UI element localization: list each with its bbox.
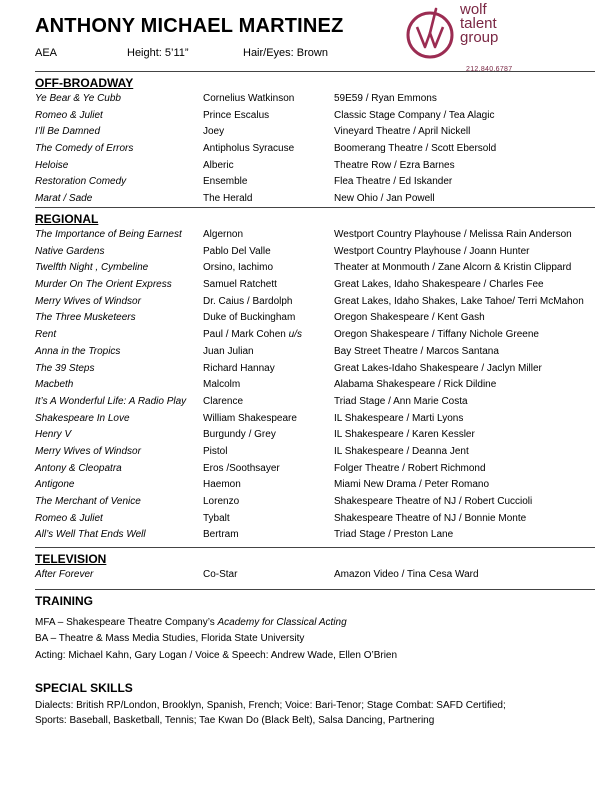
credit-company: Miami New Drama / Peter Romano bbox=[334, 479, 490, 491]
credit-role: Prince Escalus bbox=[203, 109, 270, 121]
credit-row bbox=[0, 494, 612, 511]
credit-row bbox=[0, 361, 612, 378]
credit-row bbox=[0, 124, 612, 141]
credit-title: Romeo & Juliet bbox=[35, 109, 103, 121]
credit-role: Dr. Caius / Bardolph bbox=[203, 295, 293, 307]
section-title-training: TRAINING bbox=[35, 594, 93, 608]
credit-title: Ye Bear & Ye Cubb bbox=[35, 93, 121, 104]
credit-company: Westport Country Playhouse / Joann Hunter bbox=[334, 245, 530, 257]
agency-name: wolf talent group bbox=[460, 1, 499, 46]
credit-title: The 39 Steps bbox=[35, 362, 95, 374]
regional-divider bbox=[35, 547, 595, 548]
credit-row bbox=[0, 344, 612, 361]
credit-row bbox=[0, 260, 612, 277]
credit-title: It’s A Wonderful Life: A Radio Play bbox=[35, 395, 187, 407]
credit-row bbox=[0, 108, 612, 125]
credit-title: After Forever bbox=[35, 569, 94, 580]
hair-eyes-info: Hair/Eyes: Brown bbox=[243, 47, 328, 59]
credit-company: Oregon Shakespeare / Kent Gash bbox=[334, 312, 485, 324]
training-acting: Acting: Michael Kahn, Gary Logan / Voice & Speech: Andrew Wade, Ellen O’Brien bbox=[35, 650, 398, 661]
credit-company: Folger Theatre / Robert Richmond bbox=[334, 462, 486, 474]
credit-row bbox=[0, 141, 612, 158]
credit-title: Native Gardens bbox=[35, 245, 105, 257]
union-affiliation: AEA bbox=[35, 47, 58, 59]
credit-row bbox=[0, 527, 612, 544]
credit-row bbox=[0, 294, 612, 311]
television-divider bbox=[35, 589, 595, 590]
wolf-logo-mark-icon bbox=[403, 3, 463, 63]
header-divider bbox=[35, 71, 595, 72]
credit-title: The Importance of Being Earnest bbox=[35, 229, 182, 240]
credit-role: Lorenzo bbox=[203, 496, 240, 507]
credit-row bbox=[0, 310, 612, 327]
credit-title: Anna in the Tropics bbox=[35, 345, 121, 357]
credit-row bbox=[0, 394, 612, 411]
credit-company: Triad Stage / Ann Marie Costa bbox=[334, 395, 468, 407]
credit-row bbox=[0, 327, 612, 344]
credit-title: The Three Musketeers bbox=[35, 312, 136, 324]
credit-role: Pistol bbox=[203, 445, 228, 457]
section-title-special-skills: SPECIAL SKILLS bbox=[35, 681, 133, 695]
credit-title: Macbeth bbox=[35, 379, 74, 391]
credit-row bbox=[0, 444, 612, 461]
credit-role: Orsino, Iachimo bbox=[203, 262, 274, 274]
agency-phone: 212.840.6787 bbox=[466, 66, 513, 73]
section-title-off-broadway: OFF-BROADWAY bbox=[35, 76, 134, 90]
credit-row bbox=[0, 567, 612, 584]
credit-title: Merry Wives of Windsor bbox=[35, 445, 141, 457]
credit-role: Juan Julian bbox=[203, 345, 254, 357]
credit-company: IL Shakespeare / Deanna Jent bbox=[334, 445, 469, 457]
credit-company: Vineyard Theatre / April Nickell bbox=[334, 126, 471, 138]
credit-row bbox=[0, 174, 612, 191]
credit-title: Antigone bbox=[35, 479, 75, 491]
credit-row bbox=[0, 427, 612, 444]
credit-title: Shakespeare In Love bbox=[35, 412, 130, 424]
section-title-regional: REGIONAL bbox=[35, 212, 99, 226]
credit-role: Tybalt bbox=[203, 512, 230, 524]
credit-title: The Merchant of Venice bbox=[35, 496, 141, 507]
credit-company: Triad Stage / Preston Lane bbox=[334, 529, 454, 541]
credit-company: Classic Stage Company / Tea Alagic bbox=[334, 109, 495, 121]
credit-title: Murder On The Orient Express bbox=[35, 279, 172, 291]
section-title-television: TELEVISION bbox=[35, 552, 107, 566]
credit-role: Antipholus Syracuse bbox=[203, 143, 295, 155]
credit-row bbox=[0, 511, 612, 528]
training-ba: BA – Theatre & Mass Media Studies, Florida State University bbox=[35, 633, 305, 644]
skills-dialects: Dialects: British RP/London, Brooklyn, Spanish, French; Voice: Bari-Tenor; Stage Combat: SAFD Certified; bbox=[35, 700, 506, 711]
credit-company: Westport Country Playhouse / Melissa Rain Anderson bbox=[334, 229, 572, 240]
credit-title: Heloise bbox=[35, 159, 69, 171]
credit-company: Great Lakes, Idaho Shakes, Lake Tahoe/ Terri McMahon bbox=[334, 295, 584, 307]
credit-role: Ensemble bbox=[203, 176, 248, 188]
training-mfa: MFA – Shakespeare Theatre Company’s Academy for Classical Acting bbox=[35, 617, 347, 628]
credit-title: Twelfth Night , Cymbeline bbox=[35, 262, 149, 274]
credit-company: Oregon Shakespeare / Tiffany Nichole Greene bbox=[334, 329, 539, 341]
credit-company: Alabama Shakespeare / Rick Dildine bbox=[334, 379, 497, 391]
height-info: Height: 5’11” bbox=[127, 47, 189, 59]
credit-title: Restoration Comedy bbox=[35, 176, 127, 188]
credit-row bbox=[0, 191, 612, 208]
credit-role: Cornelius Watkinson bbox=[203, 93, 295, 104]
credit-company: 59E59 / Ryan Emmons bbox=[334, 93, 437, 104]
credit-company: New Ohio / Jan Powell bbox=[334, 193, 435, 205]
skills-sports: Sports: Baseball, Basketball, Tennis; Tae Kwan Do (Black Belt), Salsa Dancing, Partnering bbox=[35, 715, 435, 726]
credit-row bbox=[0, 477, 612, 494]
credit-role: Duke of Buckingham bbox=[203, 312, 296, 324]
credit-row bbox=[0, 411, 612, 428]
credit-company: Shakespeare Theatre of NJ / Robert Cuccioli bbox=[334, 496, 533, 507]
regional-credits bbox=[0, 227, 612, 544]
credit-role: The Herald bbox=[203, 193, 253, 205]
credit-company: Theater at Monmouth / Zane Alcorn & Kristin Clippard bbox=[334, 262, 572, 274]
credit-row bbox=[0, 461, 612, 478]
credit-title: The Comedy of Errors bbox=[35, 143, 134, 155]
credit-role: Alberic bbox=[203, 159, 234, 171]
credit-title: All’s Well That Ends Well bbox=[35, 529, 146, 541]
agency-logo bbox=[403, 3, 523, 79]
credit-role: Burgundy / Grey bbox=[203, 429, 276, 441]
credit-row bbox=[0, 244, 612, 261]
credit-company: Shakespeare Theatre of NJ / Bonnie Monte bbox=[334, 512, 527, 524]
credit-row bbox=[0, 277, 612, 294]
credit-role: Joey bbox=[203, 126, 225, 138]
credit-role: Bertram bbox=[203, 529, 239, 541]
credit-title: I’ll Be Damned bbox=[35, 126, 101, 138]
credit-title: Romeo & Juliet bbox=[35, 512, 103, 524]
credit-company: Flea Theatre / Ed Iskander bbox=[334, 176, 453, 188]
credit-role: Clarence bbox=[203, 395, 244, 407]
credit-row bbox=[0, 227, 612, 244]
credit-role: Richard Hannay bbox=[203, 362, 275, 374]
credit-row bbox=[0, 91, 612, 108]
credit-row bbox=[0, 377, 612, 394]
credit-title: Marat / Sade bbox=[35, 193, 93, 205]
off-broadway-credits bbox=[0, 91, 612, 208]
credit-role: Pablo Del Valle bbox=[203, 245, 271, 257]
credit-role: Eros /Soothsayer bbox=[203, 462, 280, 474]
credit-role: Haemon bbox=[203, 479, 241, 491]
credit-company: Great Lakes, Idaho Shakespeare / Charles Fee bbox=[334, 279, 544, 291]
credit-title: Rent bbox=[35, 329, 57, 341]
credit-title: Henry V bbox=[35, 429, 72, 441]
credit-company: Boomerang Theatre / Scott Ebersold bbox=[334, 143, 497, 155]
credit-role: Co-Star bbox=[203, 569, 238, 580]
credit-row bbox=[0, 158, 612, 175]
credit-title: Antony & Cleopatra bbox=[35, 462, 122, 474]
television-credits bbox=[0, 567, 612, 584]
credit-company: Theatre Row / Ezra Barnes bbox=[334, 159, 455, 171]
credit-role: Algernon bbox=[203, 229, 244, 240]
credit-company: IL Shakespeare / Marti Lyons bbox=[334, 412, 464, 424]
credit-company: IL Shakespeare / Karen Kessler bbox=[334, 429, 475, 441]
credit-company: Amazon Video / Tina Cesa Ward bbox=[334, 569, 479, 580]
credit-title: Merry Wives of Windsor bbox=[35, 295, 141, 307]
credit-company: Bay Street Theatre / Marcos Santana bbox=[334, 345, 499, 357]
credit-role: Samuel Ratchett bbox=[203, 279, 277, 291]
actor-name: ANTHONY MICHAEL MARTINEZ bbox=[35, 15, 344, 37]
credit-role: William Shakespeare bbox=[203, 412, 297, 424]
credit-company: Great Lakes-Idaho Shakespeare / Jaclyn Miller bbox=[334, 362, 542, 374]
credit-role: Paul / Mark Cohen u/s bbox=[203, 329, 302, 341]
off-broadway-divider bbox=[35, 207, 595, 208]
credit-role: Malcolm bbox=[203, 379, 241, 391]
